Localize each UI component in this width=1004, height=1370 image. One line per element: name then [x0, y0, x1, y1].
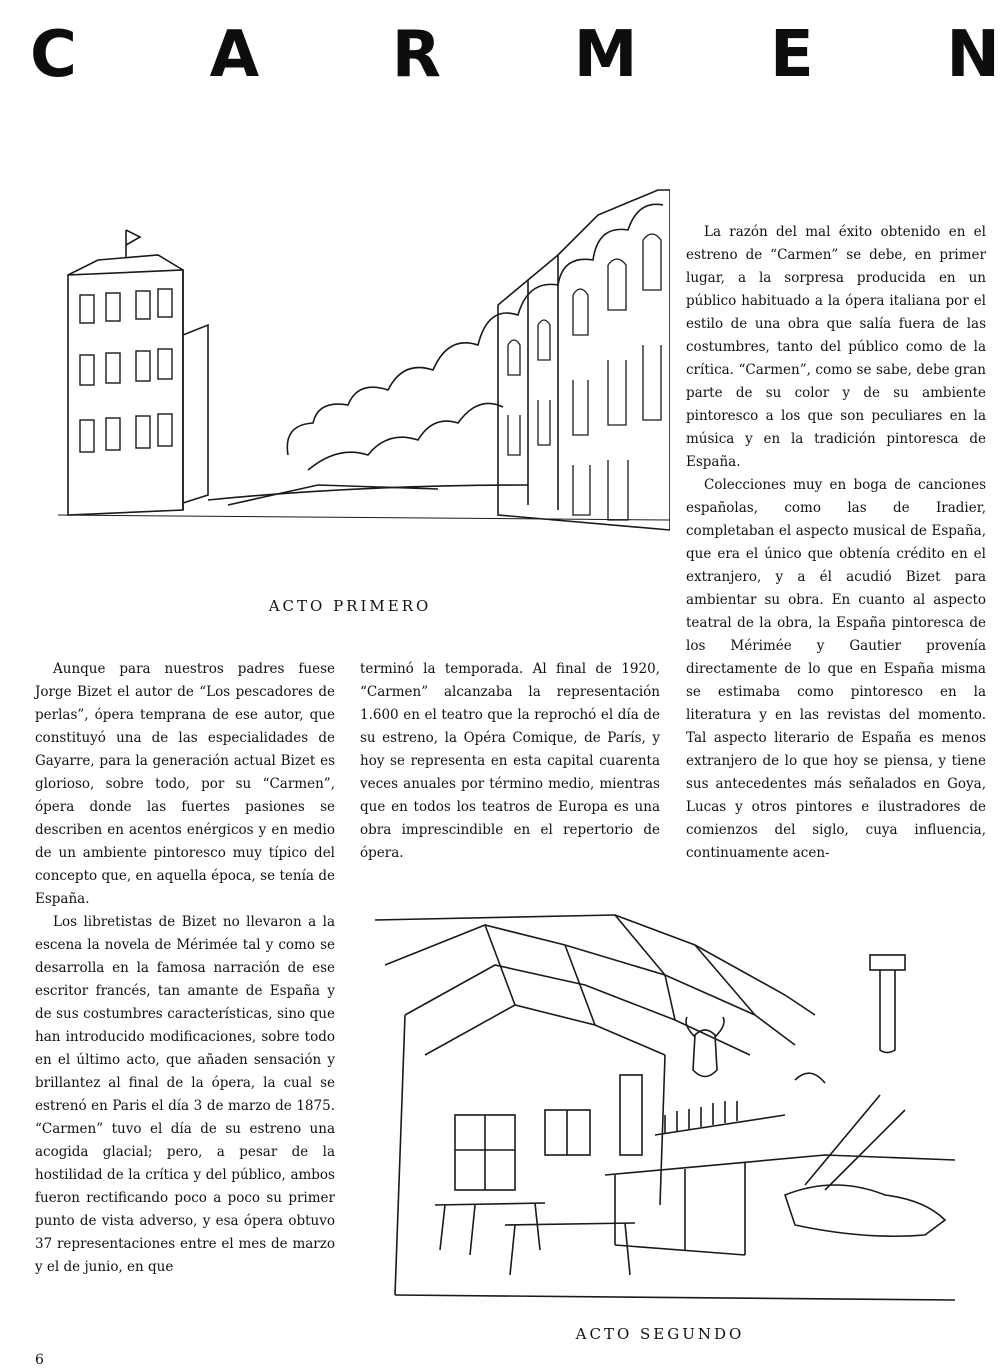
column-left — [35, 658, 335, 1279]
title-letter: N — [946, 18, 1000, 92]
illustration-act-two — [365, 905, 965, 1315]
caption-act-two: ACTO SEGUNDO — [575, 1325, 745, 1343]
column-right — [686, 221, 986, 865]
paragraph: terminó la temporada. Al final de 1920, “Carmen” alcanzaba la representación 1.600 en el teatro que la reprochó el día de su estreno, la Opéra Comique, de París, y hoy se representa en esta capital cuarenta veces anuales por término medio, mientras que en todos los teatros de Europa es una obra imprescindible en el repertorio de ópera. — [360, 661, 660, 861]
column-middle — [360, 658, 660, 865]
paragraph: La razón del mal éxito obtenido en el estreno de “Carmen” se debe, en primer lugar, a la sorpresa producida en un público habituado a la ópera italiana por el estilo de una obra que salía fuera de las costumbres, tanto del público como de la crítica. “Carmen”, como se sabe, debe gran parte de su color y de su ambiente pintoresco a los que son peculiares en la música y en la tradición pintoresca de España. — [686, 224, 986, 470]
illustration-act-one — [58, 185, 670, 585]
page-number: 6 — [35, 1352, 44, 1368]
title-letter: C — [30, 18, 77, 92]
paragraph: Aunque para nuestros padres fuese Jorge Bizet el autor de “Los pescadores de perlas”, ópera temprana de ese autor, que constituyó una de las especialidades de Gayarre, para la generación actual Bizet es glorioso, sobre todo, por su “Carmen”, ópera donde las fuertes pasiones se describen en acentos enérgicos y en medio de un ambiente pintoresco muy típico del concepto que, en aquella época, se tenía de España. — [35, 661, 335, 907]
masthead-title — [30, 20, 1000, 90]
title-letter: M — [573, 18, 638, 92]
paragraph: Los libretistas de Bizet no llevaron a la escena la novela de Mérimée tal y como se desarrolla en la famosa narración de ese escritor francés, tan amante de España y de sus costumbres características, sino que han introducido modificaciones, sobre todo en el último acto, que añaden sensación y brillantez al final de la ópera, la cual se estrenó en Paris el día 3 de marzo de 1875. “Carmen” tuvo el día de su estreno una acogida glacial; pero, a pesar de la hostilidad de la crítica y del público, ambos fueron rectificando poco a poco su primer punto de vista adverso, y esa ópera obtuvo 37 representaciones entre el mes de marzo y el de junio, en que — [35, 914, 335, 1275]
paragraph: Colecciones muy en boga de canciones españolas, como las de Iradier, completaban el aspecto musical de España, que era el único que obtenía crédito en el extranjero, y a él acudió Bizet para ambientar su obra. En cuanto al aspecto teatral de la obra, la España pintoresca de los Mérimée y Gautier provenía directamente de lo que en España misma se estimaba como pintoresco en la literatura y en las revistas del momento. Tal aspecto literario de España es menos extranjero de lo que hoy se piensa, y tiene sus antecedentes más señalados en Goya, Lucas y otros pintores e ilustradores de comienzos del siglo, cuya influencia, continuamente acen- — [686, 477, 986, 861]
title-letter: E — [770, 18, 814, 92]
caption-act-one: ACTO PRIMERO — [268, 597, 432, 615]
title-letter: A — [209, 18, 260, 92]
title-letter: R — [391, 18, 442, 92]
